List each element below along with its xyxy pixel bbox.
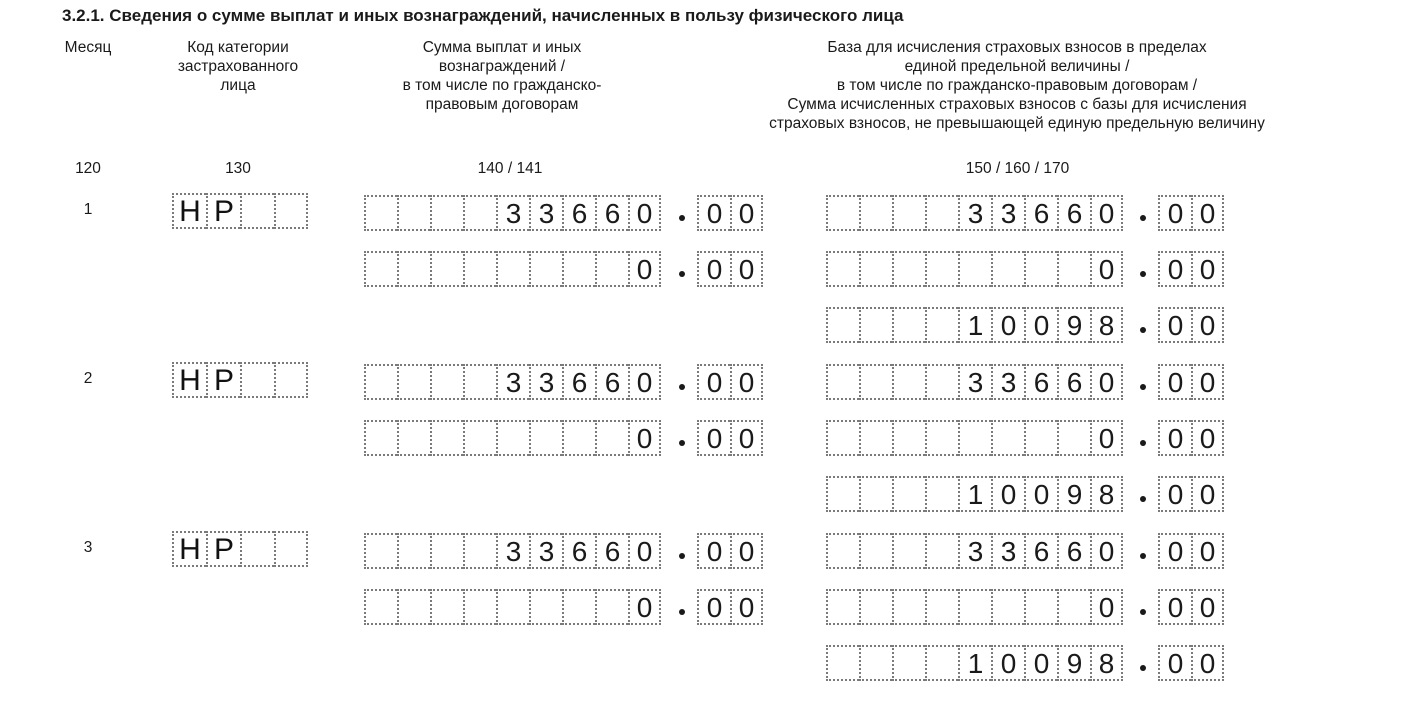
line-code-month: 120 bbox=[75, 160, 101, 177]
sum_141-integer-cells[interactable] bbox=[364, 251, 661, 287]
decimal-point bbox=[679, 215, 685, 221]
decimal-point bbox=[1140, 553, 1146, 559]
digit-cell[interactable] bbox=[826, 476, 859, 512]
digit-cell[interactable]: 0 bbox=[1090, 589, 1123, 625]
header-line: лица bbox=[220, 77, 256, 94]
decimal-point bbox=[1140, 271, 1146, 277]
header-line: правовым договорам bbox=[425, 96, 579, 113]
digit-cell[interactable]: 0 bbox=[1024, 645, 1057, 681]
digit-cell[interactable] bbox=[892, 589, 925, 625]
digit-cell[interactable] bbox=[892, 645, 925, 681]
digit-cell[interactable]: 0 bbox=[697, 420, 730, 456]
decimal-point bbox=[679, 609, 685, 615]
digit-cell[interactable] bbox=[826, 364, 859, 400]
digit-cell[interactable] bbox=[925, 307, 958, 343]
digit-cell[interactable] bbox=[463, 533, 496, 569]
digit-cell[interactable]: 0 bbox=[1090, 533, 1123, 569]
category-code-column-header bbox=[140, 38, 336, 95]
digit-cell[interactable] bbox=[991, 420, 1024, 456]
decimal-point bbox=[1140, 609, 1146, 615]
digit-cell[interactable] bbox=[892, 251, 925, 287]
digit-cell[interactable] bbox=[430, 364, 463, 400]
digit-cell[interactable]: 0 bbox=[730, 195, 763, 231]
header-line: застрахованного bbox=[177, 58, 299, 75]
decimal-point bbox=[1140, 215, 1146, 221]
base_160-fraction-cells[interactable] bbox=[1158, 251, 1224, 287]
digit-cell[interactable] bbox=[496, 420, 529, 456]
digit-cell[interactable]: Н bbox=[172, 531, 206, 567]
digit-cell[interactable]: 3 bbox=[958, 533, 991, 569]
digit-cell[interactable]: Н bbox=[172, 362, 206, 398]
digit-cell[interactable] bbox=[925, 364, 958, 400]
digit-cell[interactable] bbox=[925, 533, 958, 569]
digit-cell[interactable] bbox=[892, 420, 925, 456]
base_160-integer-cells[interactable] bbox=[826, 251, 1123, 287]
digit-cell[interactable]: 3 bbox=[529, 195, 562, 231]
digit-cell[interactable] bbox=[240, 531, 274, 567]
decimal-point bbox=[679, 384, 685, 390]
base_150-integer-cells[interactable] bbox=[826, 195, 1123, 231]
digit-cell[interactable]: 0 bbox=[1024, 476, 1057, 512]
digit-cell[interactable]: 3 bbox=[958, 195, 991, 231]
digit-cell[interactable] bbox=[364, 533, 397, 569]
line-code-payments-sum: 140 / 141 bbox=[477, 160, 543, 177]
digit-cell[interactable]: 0 bbox=[730, 420, 763, 456]
digit-cell[interactable]: 6 bbox=[1024, 195, 1057, 231]
digit-cell[interactable] bbox=[274, 531, 308, 567]
decimal-point bbox=[1140, 496, 1146, 502]
payments-sum-column-header bbox=[344, 38, 660, 114]
digit-cell[interactable] bbox=[430, 533, 463, 569]
digit-cell[interactable]: 0 bbox=[730, 251, 763, 287]
digit-cell[interactable] bbox=[364, 420, 397, 456]
digit-cell[interactable] bbox=[958, 251, 991, 287]
digit-cell[interactable] bbox=[430, 589, 463, 625]
digit-cell[interactable]: 0 bbox=[1158, 645, 1191, 681]
digit-cell[interactable]: 0 bbox=[1158, 533, 1191, 569]
digit-cell[interactable]: 0 bbox=[697, 589, 730, 625]
base_150-integer-cells[interactable] bbox=[826, 364, 1123, 400]
base_170-fraction-cells[interactable] bbox=[1158, 307, 1224, 343]
digit-cell[interactable] bbox=[958, 420, 991, 456]
digit-cell[interactable] bbox=[1024, 589, 1057, 625]
sum_141-fraction-cells[interactable] bbox=[697, 589, 763, 625]
month-number: 1 bbox=[83, 201, 93, 218]
digit-cell[interactable]: 3 bbox=[529, 533, 562, 569]
sum_141-fraction-cells[interactable] bbox=[697, 420, 763, 456]
base_150-integer-cells[interactable] bbox=[826, 533, 1123, 569]
digit-cell[interactable]: 0 bbox=[1090, 420, 1123, 456]
digit-cell[interactable]: 0 bbox=[697, 251, 730, 287]
sum_141-integer-cells[interactable] bbox=[364, 420, 661, 456]
base-column-header bbox=[666, 38, 1368, 133]
digit-cell[interactable]: 0 bbox=[628, 195, 661, 231]
sum_140-fraction-cells[interactable] bbox=[697, 364, 763, 400]
decimal-point bbox=[679, 553, 685, 559]
digit-cell[interactable]: 3 bbox=[958, 364, 991, 400]
digit-cell[interactable]: 0 bbox=[1191, 645, 1224, 681]
digit-cell[interactable]: 3 bbox=[991, 364, 1024, 400]
header-line: Сумма выплат и иных bbox=[422, 39, 582, 56]
base_160-integer-cells[interactable] bbox=[826, 420, 1123, 456]
digit-cell[interactable] bbox=[397, 195, 430, 231]
digit-cell[interactable]: 0 bbox=[697, 195, 730, 231]
digit-cell[interactable] bbox=[826, 589, 859, 625]
digit-cell[interactable]: 1 bbox=[958, 476, 991, 512]
digit-cell[interactable]: 0 bbox=[1158, 476, 1191, 512]
digit-cell[interactable] bbox=[1024, 420, 1057, 456]
header-line: Месяц bbox=[64, 39, 112, 56]
category-code-cells[interactable] bbox=[172, 193, 308, 229]
digit-cell[interactable]: 0 bbox=[628, 364, 661, 400]
digit-cell[interactable]: 6 bbox=[595, 195, 628, 231]
digit-cell[interactable]: 6 bbox=[1057, 195, 1090, 231]
digit-cell[interactable]: 6 bbox=[595, 364, 628, 400]
header-line: страховых взносов, не превышающей единую предельную величину bbox=[769, 115, 1265, 132]
digit-cell[interactable] bbox=[859, 364, 892, 400]
digit-cell[interactable] bbox=[397, 533, 430, 569]
digit-cell[interactable] bbox=[826, 251, 859, 287]
base_170-integer-cells[interactable] bbox=[826, 645, 1123, 681]
decimal-point bbox=[1140, 665, 1146, 671]
digit-cell[interactable] bbox=[364, 195, 397, 231]
header-line: вознаграждений / bbox=[438, 58, 566, 75]
digit-cell[interactable] bbox=[595, 251, 628, 287]
digit-cell[interactable] bbox=[859, 533, 892, 569]
digit-cell[interactable] bbox=[859, 645, 892, 681]
digit-cell[interactable] bbox=[826, 195, 859, 231]
category-code-cells[interactable] bbox=[172, 531, 308, 567]
digit-cell[interactable] bbox=[364, 251, 397, 287]
digit-cell[interactable] bbox=[826, 533, 859, 569]
digit-cell[interactable]: 0 bbox=[730, 589, 763, 625]
digit-cell[interactable]: 0 bbox=[628, 533, 661, 569]
digit-cell[interactable]: 6 bbox=[562, 195, 595, 231]
header-line: в том числе по гражданско- bbox=[402, 77, 602, 94]
digit-cell[interactable]: 0 bbox=[991, 476, 1024, 512]
base_160-fraction-cells[interactable] bbox=[1158, 589, 1224, 625]
sum_140-fraction-cells[interactable] bbox=[697, 195, 763, 231]
digit-cell[interactable] bbox=[859, 476, 892, 512]
digit-cell[interactable] bbox=[364, 589, 397, 625]
digit-cell[interactable]: 3 bbox=[991, 533, 1024, 569]
digit-cell[interactable] bbox=[826, 307, 859, 343]
digit-cell[interactable]: 3 bbox=[496, 195, 529, 231]
digit-cell[interactable] bbox=[991, 589, 1024, 625]
digit-cell[interactable] bbox=[397, 364, 430, 400]
digit-cell[interactable]: 0 bbox=[1158, 195, 1191, 231]
digit-cell[interactable] bbox=[397, 420, 430, 456]
digit-cell[interactable]: 8 bbox=[1090, 645, 1123, 681]
digit-cell[interactable]: 0 bbox=[1158, 364, 1191, 400]
digit-cell[interactable]: Н bbox=[172, 193, 206, 229]
digit-cell[interactable] bbox=[595, 589, 628, 625]
digit-cell[interactable]: 0 bbox=[1158, 589, 1191, 625]
digit-cell[interactable] bbox=[463, 195, 496, 231]
digit-cell[interactable] bbox=[496, 251, 529, 287]
decimal-point bbox=[679, 271, 685, 277]
digit-cell[interactable]: 0 bbox=[991, 645, 1024, 681]
digit-cell[interactable]: 9 bbox=[1057, 307, 1090, 343]
digit-cell[interactable]: 0 bbox=[730, 533, 763, 569]
base_170-fraction-cells[interactable] bbox=[1158, 476, 1224, 512]
digit-cell[interactable]: 0 bbox=[628, 589, 661, 625]
digit-cell[interactable] bbox=[397, 251, 430, 287]
digit-cell[interactable] bbox=[463, 251, 496, 287]
digit-cell[interactable]: 0 bbox=[1090, 195, 1123, 231]
digit-cell[interactable] bbox=[496, 589, 529, 625]
digit-cell[interactable] bbox=[240, 193, 274, 229]
digit-cell[interactable] bbox=[826, 420, 859, 456]
sum_140-fraction-cells[interactable] bbox=[697, 533, 763, 569]
digit-cell[interactable] bbox=[274, 193, 308, 229]
sum_140-integer-cells[interactable] bbox=[364, 533, 661, 569]
base_170-integer-cells[interactable] bbox=[826, 476, 1123, 512]
digit-cell[interactable]: 0 bbox=[730, 364, 763, 400]
digit-cell[interactable]: 0 bbox=[1024, 307, 1057, 343]
decimal-point bbox=[1140, 327, 1146, 333]
decimal-point bbox=[1140, 440, 1146, 446]
header-line: в том числе по гражданско-правовым договорам / bbox=[836, 77, 1198, 94]
digit-cell[interactable] bbox=[925, 589, 958, 625]
digit-cell[interactable]: 0 bbox=[1191, 364, 1224, 400]
digit-cell[interactable]: 6 bbox=[1024, 533, 1057, 569]
digit-cell[interactable]: 0 bbox=[628, 420, 661, 456]
digit-cell[interactable] bbox=[1057, 589, 1090, 625]
digit-cell[interactable] bbox=[1024, 251, 1057, 287]
digit-cell[interactable] bbox=[274, 362, 308, 398]
digit-cell[interactable] bbox=[397, 589, 430, 625]
digit-cell[interactable] bbox=[925, 476, 958, 512]
digit-cell[interactable]: 6 bbox=[562, 364, 595, 400]
header-line: Сумма исчисленных страховых взносов с базы для исчисления bbox=[787, 96, 1247, 113]
digit-cell[interactable] bbox=[1057, 420, 1090, 456]
sum_140-integer-cells[interactable] bbox=[364, 364, 661, 400]
digit-cell[interactable] bbox=[529, 420, 562, 456]
digit-cell[interactable]: 8 bbox=[1090, 476, 1123, 512]
digit-cell[interactable]: 3 bbox=[496, 533, 529, 569]
digit-cell[interactable]: 0 bbox=[1191, 307, 1224, 343]
header-line: База для исчисления страховых взносов в пределах bbox=[827, 39, 1207, 56]
digit-cell[interactable] bbox=[892, 476, 925, 512]
month-number: 2 bbox=[83, 370, 93, 387]
digit-cell[interactable] bbox=[892, 364, 925, 400]
sum_141-fraction-cells[interactable] bbox=[697, 251, 763, 287]
digit-cell[interactable]: 0 bbox=[991, 307, 1024, 343]
base_150-fraction-cells[interactable] bbox=[1158, 533, 1224, 569]
digit-cell[interactable]: 0 bbox=[1191, 420, 1224, 456]
digit-cell[interactable]: 0 bbox=[1191, 533, 1224, 569]
digit-cell[interactable]: 0 bbox=[1191, 251, 1224, 287]
digit-cell[interactable]: 9 bbox=[1057, 476, 1090, 512]
digit-cell[interactable] bbox=[991, 251, 1024, 287]
base_170-fraction-cells[interactable] bbox=[1158, 645, 1224, 681]
digit-cell[interactable] bbox=[463, 589, 496, 625]
digit-cell[interactable]: 3 bbox=[496, 364, 529, 400]
digit-cell[interactable] bbox=[430, 420, 463, 456]
digit-cell[interactable] bbox=[562, 589, 595, 625]
digit-cell[interactable]: 3 bbox=[991, 195, 1024, 231]
digit-cell[interactable] bbox=[826, 645, 859, 681]
digit-cell[interactable]: 0 bbox=[1158, 251, 1191, 287]
digit-cell[interactable]: 0 bbox=[1090, 364, 1123, 400]
digit-cell[interactable]: 6 bbox=[562, 533, 595, 569]
base_170-integer-cells[interactable] bbox=[826, 307, 1123, 343]
digit-cell[interactable] bbox=[859, 195, 892, 231]
digit-cell[interactable]: 0 bbox=[1158, 307, 1191, 343]
digit-cell[interactable] bbox=[892, 195, 925, 231]
month-number: 3 bbox=[83, 539, 93, 556]
digit-cell[interactable] bbox=[859, 307, 892, 343]
base_160-fraction-cells[interactable] bbox=[1158, 420, 1224, 456]
digit-cell[interactable] bbox=[1057, 251, 1090, 287]
digit-cell[interactable] bbox=[925, 645, 958, 681]
decimal-point bbox=[679, 440, 685, 446]
digit-cell[interactable] bbox=[892, 533, 925, 569]
digit-cell[interactable] bbox=[240, 362, 274, 398]
digit-cell[interactable]: 3 bbox=[529, 364, 562, 400]
decimal-point bbox=[1140, 384, 1146, 390]
digit-cell[interactable] bbox=[892, 307, 925, 343]
digit-cell[interactable] bbox=[859, 589, 892, 625]
category-code-cells[interactable] bbox=[172, 362, 308, 398]
line-code-base: 150 / 160 / 170 bbox=[965, 160, 1070, 177]
header-line: единой предельной величины / bbox=[904, 58, 1130, 75]
section-title: 3.2.1. Сведения о сумме выплат и иных вознаграждений, начисленных в пользу физического лица bbox=[62, 6, 904, 25]
digit-cell[interactable]: 6 bbox=[595, 533, 628, 569]
digit-cell[interactable] bbox=[562, 251, 595, 287]
digit-cell[interactable] bbox=[562, 420, 595, 456]
digit-cell[interactable]: 6 bbox=[1057, 364, 1090, 400]
digit-cell[interactable] bbox=[595, 420, 628, 456]
digit-cell[interactable] bbox=[958, 589, 991, 625]
digit-cell[interactable] bbox=[430, 195, 463, 231]
digit-cell[interactable]: 0 bbox=[1090, 251, 1123, 287]
digit-cell[interactable]: 8 bbox=[1090, 307, 1123, 343]
digit-cell[interactable]: Р bbox=[206, 531, 240, 567]
digit-cell[interactable] bbox=[925, 251, 958, 287]
digit-cell[interactable] bbox=[463, 364, 496, 400]
digit-cell[interactable] bbox=[859, 251, 892, 287]
digit-cell[interactable] bbox=[859, 420, 892, 456]
digit-cell[interactable]: 0 bbox=[697, 364, 730, 400]
month-column-header bbox=[40, 38, 136, 57]
base_150-fraction-cells[interactable] bbox=[1158, 364, 1224, 400]
digit-cell[interactable]: 6 bbox=[1024, 364, 1057, 400]
sum_141-integer-cells[interactable] bbox=[364, 589, 661, 625]
digit-cell[interactable] bbox=[430, 251, 463, 287]
digit-cell[interactable] bbox=[925, 195, 958, 231]
base_160-integer-cells[interactable] bbox=[826, 589, 1123, 625]
digit-cell[interactable] bbox=[529, 251, 562, 287]
digit-cell[interactable] bbox=[925, 420, 958, 456]
line-code-category: 130 bbox=[225, 160, 251, 177]
digit-cell[interactable]: 0 bbox=[1191, 195, 1224, 231]
digit-cell[interactable]: 0 bbox=[1158, 420, 1191, 456]
digit-cell[interactable]: 0 bbox=[1191, 589, 1224, 625]
digit-cell[interactable]: Р bbox=[206, 193, 240, 229]
digit-cell[interactable] bbox=[529, 589, 562, 625]
digit-cell[interactable]: 0 bbox=[1191, 476, 1224, 512]
digit-cell[interactable]: 0 bbox=[628, 251, 661, 287]
digit-cell[interactable]: 0 bbox=[697, 533, 730, 569]
digit-cell[interactable] bbox=[364, 364, 397, 400]
digit-cell[interactable]: Р bbox=[206, 362, 240, 398]
header-line: Код категории bbox=[187, 39, 289, 56]
digit-cell[interactable]: 1 bbox=[958, 307, 991, 343]
sum_140-integer-cells[interactable] bbox=[364, 195, 661, 231]
base_150-fraction-cells[interactable] bbox=[1158, 195, 1224, 231]
digit-cell[interactable]: 1 bbox=[958, 645, 991, 681]
digit-cell[interactable] bbox=[463, 420, 496, 456]
digit-cell[interactable]: 6 bbox=[1057, 533, 1090, 569]
digit-cell[interactable]: 9 bbox=[1057, 645, 1090, 681]
